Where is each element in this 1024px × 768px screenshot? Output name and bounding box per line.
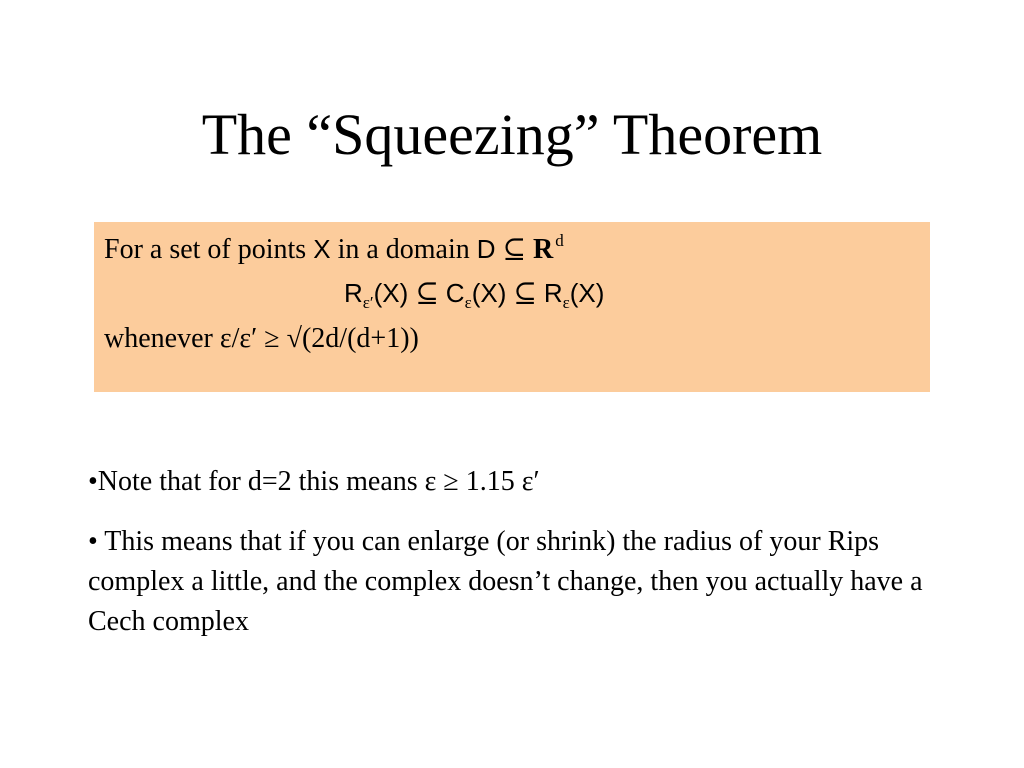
cech-symbol: C <box>445 278 465 308</box>
rips-subscript-left: ε′ <box>362 293 374 312</box>
theorem-line-1 <box>104 232 564 270</box>
rips-argument-left: (X) <box>373 278 409 308</box>
note-bullet-2: • This means that if you can enlarge (or shrink) the radius of your Rips complex a little, and the complex doesn’t change, then you actually have a Cech complex <box>88 526 923 637</box>
rips-symbol-left: R <box>344 278 363 308</box>
set-x-symbol: X <box>313 234 331 264</box>
theorem-text-b: in a domain <box>330 234 477 265</box>
subset-symbol: ⊆ <box>495 234 534 265</box>
rips-symbol-right: R <box>543 278 563 308</box>
note-bullet-1: •Note that for d=2 this means ε ≥ 1.15 ε′ <box>88 466 540 497</box>
subset-symbol-1: ⊆ <box>408 278 446 309</box>
slide-title: The “Squeezing” Theorem <box>201 102 823 167</box>
cech-argument: (X) <box>471 278 507 308</box>
rips-subscript-right: ε <box>562 293 570 312</box>
theorem-text-a: For a set of points <box>104 234 314 265</box>
theorem-line-3: whenever ε/ε′ ≥ √(2d/(d+1)) <box>104 323 419 354</box>
theorem-box <box>94 222 930 392</box>
domain-d-symbol: D <box>476 234 496 264</box>
theorem-line-2 <box>344 276 604 314</box>
cech-subscript: ε <box>464 293 472 312</box>
reals-symbol: R <box>533 234 554 265</box>
rips-argument-right: (X) <box>569 278 605 308</box>
dimension-superscript: d <box>555 231 564 250</box>
subset-symbol-2: ⊆ <box>506 278 544 309</box>
